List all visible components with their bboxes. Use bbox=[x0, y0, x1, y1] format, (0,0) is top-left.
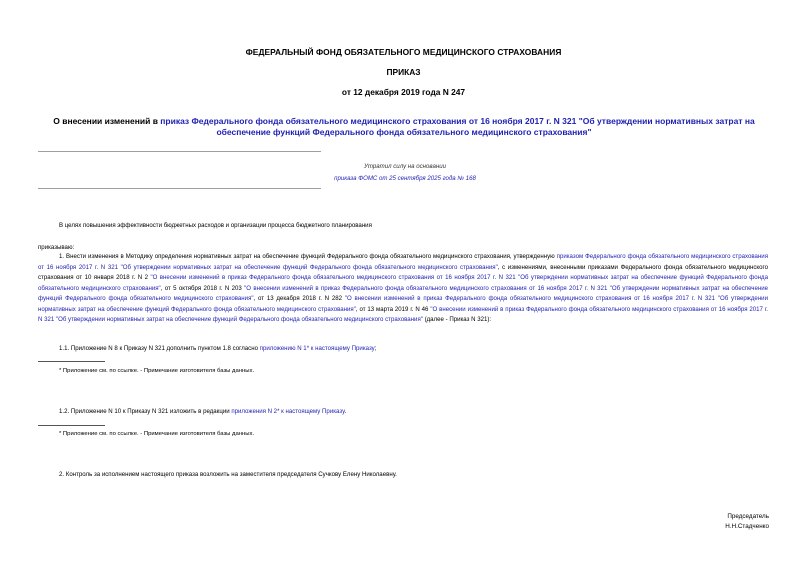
p1-text-a: 1. Внести изменения в Методику определения нормативных затрат на обеспечение функций Федерального фонда обязательного медицинского страхования, утвержденную bbox=[59, 253, 557, 260]
p1-link-4[interactable]: "О внесении изменений в приказ Федерального фонда обязательного медицинского страхования от 16 ноября 2017 г. N 321 "Об утверждении нормативных затрат на обеспечение функций Федерального фонда обязательного медицинского страхования" bbox=[38, 295, 768, 313]
doc-org-heading: ФЕДЕРАЛЬНЫЙ ФОНД ОБЯЗАТЕЛЬНОГО МЕДИЦИНСКОГО СТРАХОВАНИЯ bbox=[245, 47, 562, 57]
doc-title-link[interactable]: приказ Федерального фонда обязательного медицинского страхования от 16 ноября 2017 г. N 321 "Об утверждении нормативных затрат на обеспечение функций Федерального фонда обязательного медицинского страхования" bbox=[160, 116, 755, 137]
doc-title-prefix: О внесении изменений в bbox=[53, 116, 161, 126]
p12-link[interactable]: приложения N 2* к настоящему Приказу bbox=[231, 408, 345, 415]
paragraph-1-2 bbox=[59, 407, 346, 418]
paragraph-1 bbox=[38, 252, 768, 326]
paragraph-1-1 bbox=[59, 344, 376, 355]
p1-text-c: , от 5 октября 2018 г. N 203 bbox=[160, 284, 245, 292]
status-rule-top bbox=[38, 151, 321, 152]
intro-paragraph: В целях повышения эффективности бюджетных расходов и организации процесса бюджетного планирования bbox=[59, 222, 372, 229]
signature-position: Председатель bbox=[727, 513, 769, 520]
doc-date-number: от 12 декабря 2019 года N 247 bbox=[341, 87, 466, 97]
p11-link[interactable]: приложению N 1* к настоящему Приказу bbox=[259, 345, 375, 352]
p12-end: . bbox=[344, 408, 347, 415]
p1-link-1[interactable]: приказом Федерального фонда обязательного медицинского страхования от 16 ноября 2017 г. N 321 "Об утверждении нормативных затрат на обеспечение функций Федерального фонда обязательного медицинского страхования" bbox=[38, 253, 769, 271]
p1-text-d: , от 13 декабря 2018 г. N 282 bbox=[253, 295, 345, 302]
paragraph-2: 2. Контроль за исполнением настоящего приказа возложить на заместителя председателя Сучкову Елену Николаевну. bbox=[59, 471, 397, 478]
footnote-1: * Приложение см. по ссылке. - Примечание изготовителя базы данных. bbox=[59, 368, 255, 374]
p12-text: 1.2. Приложение N 10 к Приказу N 321 изложить в редакции bbox=[59, 408, 232, 415]
status-text: Утратил силу на основании bbox=[363, 163, 446, 170]
footnote-2: * Приложение см. по ссылке. - Примечание изготовителя базы данных. bbox=[59, 431, 255, 437]
signature-name: Н.Н.Стадченко bbox=[725, 523, 769, 530]
status-rule-bottom bbox=[38, 188, 321, 189]
footnote-rule-1 bbox=[38, 361, 105, 362]
doc-title bbox=[34, 116, 774, 138]
p1-link-5[interactable]: "О внесении изменений в приказ Федерального фонда обязательного медицинского страхования от 16 ноября 2017 г. N 321 "Об утверждении нормативных затрат на обеспечение функций Федерального фонда обязательного медицинского страхования" bbox=[38, 305, 768, 323]
p11-text: 1.1. Приложение N 8 к Приказу N 321 дополнить пунктом 1.8 согласно bbox=[59, 345, 260, 352]
p1-text-f: (далее - Приказ N 321): bbox=[422, 316, 492, 323]
doc-type-heading: ПРИКАЗ bbox=[386, 67, 421, 77]
p1-link-2[interactable]: "О внесении изменений в приказ Федерального фонда обязательного медицинского страхования от 16 ноября 2017 г. N 321 "Об утверждении нормативных затрат на обеспечение функций Федерального фонда обязательного медицинского страхования" bbox=[38, 274, 768, 292]
footnote-rule-2 bbox=[38, 425, 105, 426]
p1-link-3[interactable]: "О внесении изменений в приказ Федерального фонда обязательного медицинского страхования от 16 ноября 2017 г. N 321 "Об утверждении нормативных затрат на обеспечение функций Федерального фонда обязательного медицинского страхования" bbox=[38, 284, 769, 302]
prikazyvayu-label: приказываю: bbox=[38, 244, 75, 251]
p11-end: ; bbox=[374, 345, 377, 352]
status-link[interactable]: приказа ФОМС от 25 сентября 2025 года № 168 bbox=[334, 175, 476, 182]
p1-text-b: , с изменениями, внесенными приказами Федерального фонда обязательного медицинского страхования от 10 января 2018 г. N 2 bbox=[38, 263, 768, 281]
p1-text-e: , от 13 марта 2019 г. N 46 bbox=[355, 305, 431, 313]
